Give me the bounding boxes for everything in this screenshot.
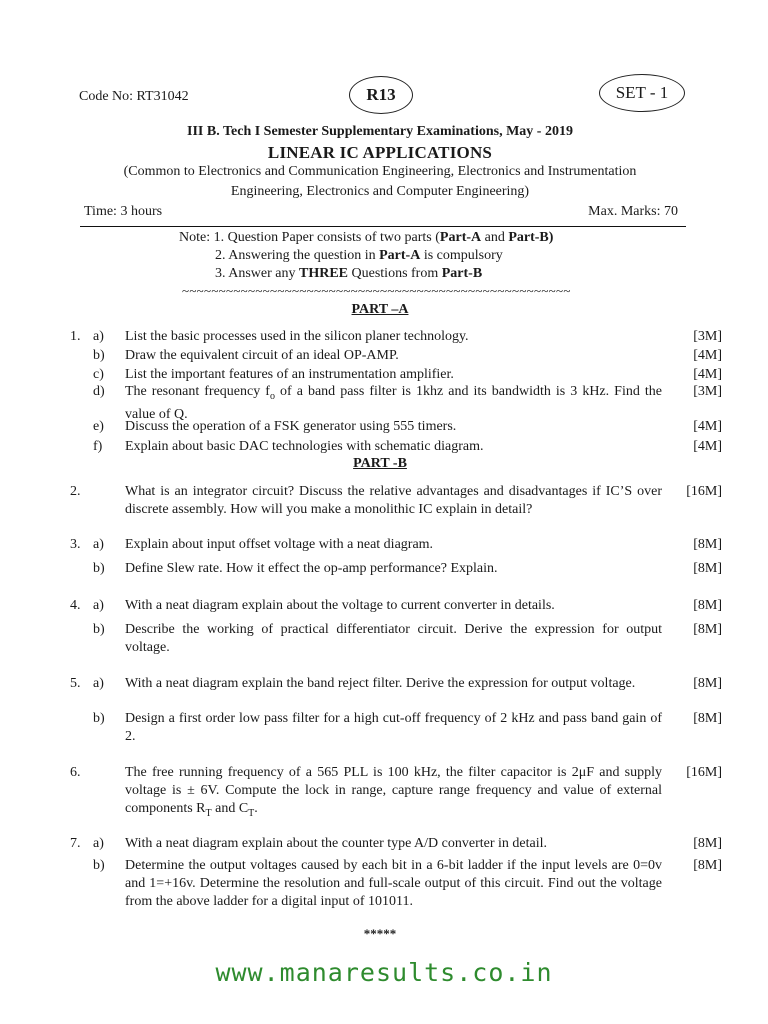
note-1: Note: 1. Question Paper consists of two parts (Part-A and Part-B) — [179, 230, 554, 245]
subquestion-label: d) — [93, 384, 105, 399]
question-marks: [4M] — [693, 439, 722, 454]
regulation-badge: R13 — [349, 76, 413, 114]
question-marks: [4M] — [693, 419, 722, 434]
question-number: 4. — [70, 598, 81, 613]
subquestion-label: f) — [93, 439, 103, 454]
end-of-paper-mark: ***** — [363, 926, 397, 941]
question-text: List the important features of an instrumentation amplifier. — [125, 367, 454, 382]
question-marks: [8M] — [693, 676, 722, 691]
question-text: The resonant frequency $f_o$ of a band pass filter is 1khz and its bandwidth is 3 kHz. Find the value of Q. — [125, 384, 662, 422]
subquestion-label: a) — [93, 329, 104, 344]
question-number: 5. — [70, 676, 81, 691]
question-text: Discuss the operation of a FSK generator using 555 timers. — [125, 419, 457, 434]
question-text: Draw the equivalent circuit of an ideal OP-AMP. — [125, 348, 399, 363]
question-marks: [8M] — [693, 622, 722, 637]
subquestion-label: b) — [93, 561, 105, 576]
question-text: With a neat diagram explain about the counter type A/D converter in detail. — [125, 836, 548, 851]
subquestion-label: b) — [93, 622, 105, 637]
note-3: 3. Answer any THREE Questions from Part-B — [215, 266, 483, 281]
question-number: 1. — [70, 329, 81, 344]
max-marks: Max. Marks: 70 — [588, 204, 678, 219]
subquestion-label: c) — [93, 367, 104, 382]
question-text: The free running frequency of a 565 PLL is 100 kHz, the filter capacitor is 2μF and supply voltage is ± 6V. Compute the lock in range, capture range frequency and value of external components $R_T$ and $C_T$. — [125, 765, 662, 819]
question-marks: [3M] — [693, 329, 722, 344]
question-text: With a neat diagram explain about the voltage to current converter in details. — [125, 598, 555, 613]
question-marks: [8M] — [693, 537, 722, 552]
footer-watermark-url: www.manaresults.co.in — [215, 958, 553, 987]
question-text: With a neat diagram explain the band reject filter. Derive the expression for output voltage. — [125, 676, 636, 691]
note-2: 2. Answering the question in Part-A is compulsory — [215, 248, 503, 263]
set-badge: SET - 1 — [599, 74, 685, 112]
question-marks: [8M] — [693, 858, 722, 873]
subquestion-label: a) — [93, 537, 104, 552]
exam-title: III B. Tech I Semester Supplementary Examinations, May - 2019 — [187, 124, 573, 139]
question-text: Determine the output voltages caused by each bit in a 6-bit ladder if the input levels are 0=0v and 1=+16v. Determine the resolution and full-scale output of this circuit. Find out the voltage from the above ladder for a digital input of 101011. — [125, 858, 662, 909]
subquestion-label: a) — [93, 598, 104, 613]
question-marks: [4M] — [693, 367, 722, 382]
subquestion-label: a) — [93, 676, 104, 691]
question-marks: [8M] — [693, 561, 722, 576]
part-b-title: PART -B — [353, 456, 407, 471]
common-to-line-1: (Common to Electronics and Communication Engineering, Electronics and Instrumentation — [123, 164, 637, 179]
question-marks: [8M] — [693, 598, 722, 613]
subquestion-label: a) — [93, 836, 104, 851]
exam-time: Time: 3 hours — [84, 204, 163, 219]
question-text: What is an integrator circuit? Discuss the relative advantages and disadvantages if IC’S over discrete assembly. How will you make a monolithic IC explain in detail? — [125, 484, 662, 517]
question-number: 2. — [70, 484, 81, 499]
subject-title: LINEAR IC APPLICATIONS — [267, 143, 493, 162]
question-marks: [16M] — [686, 484, 722, 499]
question-text: Explain about input offset voltage with a neat diagram. — [125, 537, 434, 552]
subquestion-label: b) — [93, 348, 105, 363]
separator-line: ~~~~~~~~~~~~~~~~~~~~~~~~~~~~~~~~~~~~~~~~~~~~~~~~~~~~~ — [182, 283, 571, 298]
question-number: 7. — [70, 836, 81, 851]
question-marks: [3M] — [693, 384, 722, 399]
question-text: Define Slew rate. How it effect the op-amp performance? Explain. — [125, 561, 498, 576]
question-marks: [16M] — [686, 765, 722, 780]
question-marks: [8M] — [693, 836, 722, 851]
question-text: Describe the working of practical differentiator circuit. Derive the expression for output voltage. — [125, 622, 662, 655]
question-text: Explain about basic DAC technologies with schematic diagram. — [125, 439, 484, 454]
question-text: Design a first order low pass filter for a high cut-off frequency of 2 kHz and pass band gain of 2. — [125, 711, 662, 744]
common-to-line-2: Engineering, Electronics and Computer Engineering) — [230, 184, 530, 199]
question-marks: [8M] — [693, 711, 722, 726]
subquestion-label: b) — [93, 858, 105, 873]
subquestion-label: b) — [93, 711, 105, 726]
header-divider — [80, 226, 686, 227]
subquestion-label: e) — [93, 419, 104, 434]
code-number: Code No: RT31042 — [79, 89, 189, 104]
question-marks: [4M] — [693, 348, 722, 363]
question-number: 3. — [70, 537, 81, 552]
question-number: 6. — [70, 765, 81, 780]
question-text: List the basic processes used in the silicon planer technology. — [125, 329, 469, 344]
part-a-title: PART –A — [351, 302, 409, 317]
